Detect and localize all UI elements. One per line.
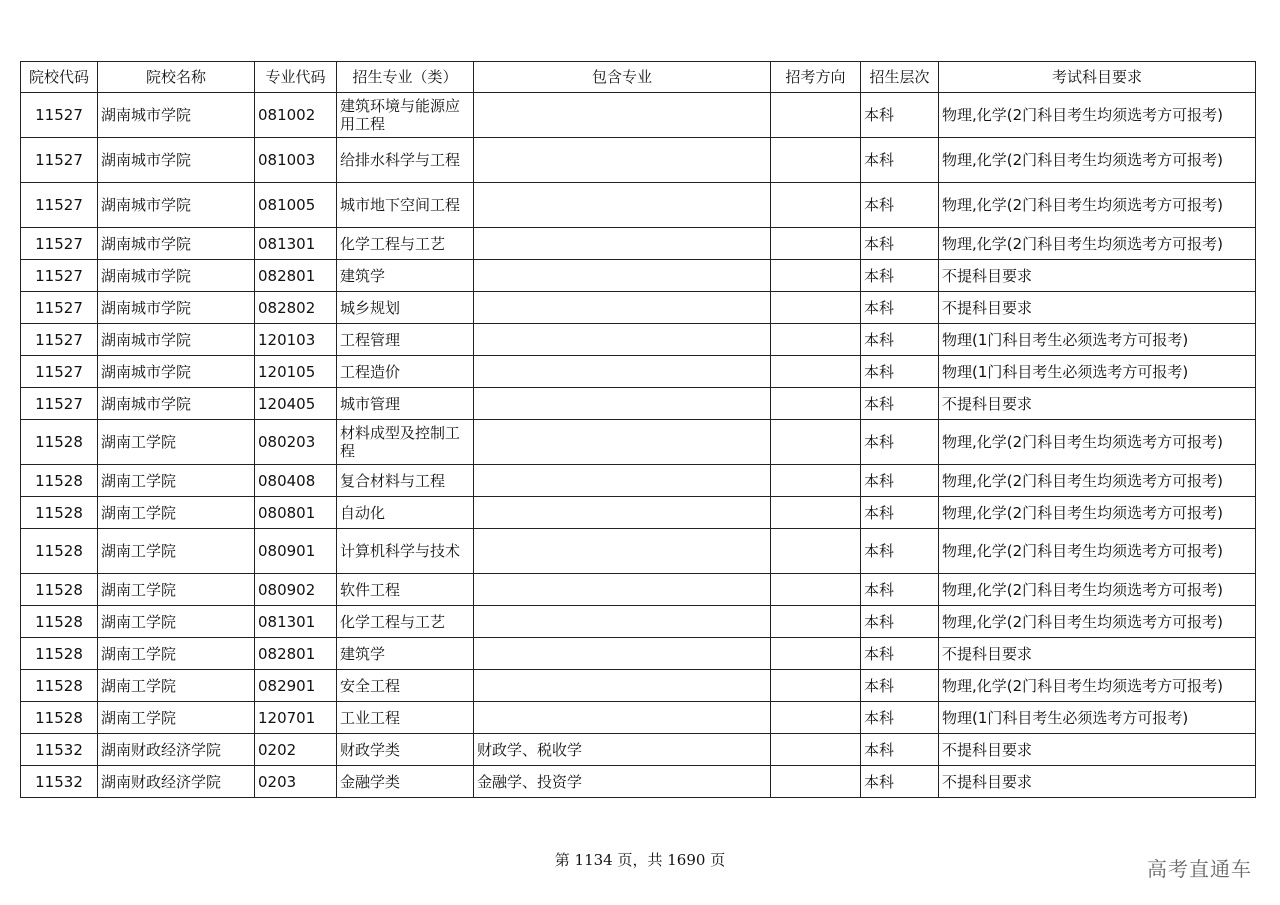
major-cell: 材料成型及控制工程 xyxy=(337,420,474,465)
major-cell: 化学工程与工艺 xyxy=(337,228,474,260)
school-code-cell: 11532 xyxy=(21,766,98,798)
level-cell: 本科 xyxy=(861,734,939,766)
level-cell: 本科 xyxy=(861,93,939,138)
school-name-cell: 湖南工学院 xyxy=(98,574,255,606)
direction-cell xyxy=(771,670,861,702)
table-row xyxy=(21,702,1256,734)
school-code-cell: 11532 xyxy=(21,734,98,766)
school-name-cell: 湖南城市学院 xyxy=(98,260,255,292)
major-cell: 建筑学 xyxy=(337,260,474,292)
included-majors-cell xyxy=(474,260,771,292)
school-name-cell: 湖南城市学院 xyxy=(98,183,255,228)
school-name-cell: 湖南工学院 xyxy=(98,529,255,574)
header-major: 招生专业（类） xyxy=(337,62,474,93)
level-cell: 本科 xyxy=(861,465,939,497)
subject-requirement-cell: 不提科目要求 xyxy=(939,734,1256,766)
school-name-cell: 湖南城市学院 xyxy=(98,292,255,324)
page-number: 第 1134 页，共 1690 页 xyxy=(554,851,726,869)
major-code-cell: 081301 xyxy=(255,228,337,260)
subject-requirement-cell: 物理,化学(2门科目考生均须选考方可报考) xyxy=(939,606,1256,638)
header-subject-requirement: 考试科目要求 xyxy=(939,62,1256,93)
level-cell: 本科 xyxy=(861,388,939,420)
direction-cell xyxy=(771,529,861,574)
school-code-cell: 11527 xyxy=(21,138,98,183)
major-cell: 城市管理 xyxy=(337,388,474,420)
table-row xyxy=(21,465,1256,497)
direction-cell xyxy=(771,734,861,766)
major-cell: 复合材料与工程 xyxy=(337,465,474,497)
included-majors-cell xyxy=(474,574,771,606)
school-code-cell: 11528 xyxy=(21,497,98,529)
direction-cell xyxy=(771,356,861,388)
school-name-cell: 湖南城市学院 xyxy=(98,388,255,420)
major-cell: 建筑学 xyxy=(337,638,474,670)
direction-cell xyxy=(771,93,861,138)
subject-requirement-cell: 物理(1门科目考生必须选考方可报考) xyxy=(939,356,1256,388)
major-cell: 建筑环境与能源应用工程 xyxy=(337,93,474,138)
direction-cell xyxy=(771,606,861,638)
subject-requirement-cell: 物理,化学(2门科目考生均须选考方可报考) xyxy=(939,93,1256,138)
school-name-cell: 湖南城市学院 xyxy=(98,93,255,138)
school-code-cell: 11527 xyxy=(21,183,98,228)
school-name-cell: 湖南工学院 xyxy=(98,606,255,638)
table-row xyxy=(21,670,1256,702)
subject-requirement-cell: 不提科目要求 xyxy=(939,388,1256,420)
subject-requirement-cell: 物理,化学(2门科目考生均须选考方可报考) xyxy=(939,670,1256,702)
major-cell: 城乡规划 xyxy=(337,292,474,324)
level-cell: 本科 xyxy=(861,228,939,260)
major-code-cell: 081002 xyxy=(255,93,337,138)
level-cell: 本科 xyxy=(861,420,939,465)
header-major-code: 专业代码 xyxy=(255,62,337,93)
included-majors-cell xyxy=(474,388,771,420)
major-code-cell: 120103 xyxy=(255,324,337,356)
major-code-cell: 120405 xyxy=(255,388,337,420)
school-code-cell: 11528 xyxy=(21,420,98,465)
table-row xyxy=(21,260,1256,292)
major-cell: 自动化 xyxy=(337,497,474,529)
subject-requirement-cell: 物理(1门科目考生必须选考方可报考) xyxy=(939,702,1256,734)
level-cell: 本科 xyxy=(861,497,939,529)
major-code-cell: 081005 xyxy=(255,183,337,228)
header-included-majors: 包含专业 xyxy=(474,62,771,93)
school-name-cell: 湖南财政经济学院 xyxy=(98,734,255,766)
major-code-cell: 0203 xyxy=(255,766,337,798)
subject-requirement-cell: 物理,化学(2门科目考生均须选考方可报考) xyxy=(939,574,1256,606)
table-row xyxy=(21,606,1256,638)
subject-requirement-cell: 不提科目要求 xyxy=(939,638,1256,670)
direction-cell xyxy=(771,766,861,798)
major-cell: 计算机科学与技术 xyxy=(337,529,474,574)
major-cell: 金融学类 xyxy=(337,766,474,798)
subject-requirement-cell: 物理(1门科目考生必须选考方可报考) xyxy=(939,324,1256,356)
included-majors-cell xyxy=(474,356,771,388)
direction-cell xyxy=(771,574,861,606)
major-code-cell: 120701 xyxy=(255,702,337,734)
subject-requirement-cell: 物理,化学(2门科目考生均须选考方可报考) xyxy=(939,138,1256,183)
direction-cell xyxy=(771,638,861,670)
included-majors-cell xyxy=(474,292,771,324)
subject-requirement-cell: 不提科目要求 xyxy=(939,292,1256,324)
direction-cell xyxy=(771,465,861,497)
table-row xyxy=(21,638,1256,670)
direction-cell xyxy=(771,420,861,465)
school-name-cell: 湖南城市学院 xyxy=(98,138,255,183)
direction-cell xyxy=(771,388,861,420)
school-code-cell: 11528 xyxy=(21,606,98,638)
school-code-cell: 11528 xyxy=(21,465,98,497)
school-code-cell: 11527 xyxy=(21,228,98,260)
table-row xyxy=(21,529,1256,574)
major-cell: 城市地下空间工程 xyxy=(337,183,474,228)
subject-requirement-cell: 不提科目要求 xyxy=(939,260,1256,292)
table-row xyxy=(21,292,1256,324)
level-cell: 本科 xyxy=(861,574,939,606)
major-cell: 工业工程 xyxy=(337,702,474,734)
subject-requirement-cell: 物理,化学(2门科目考生均须选考方可报考) xyxy=(939,497,1256,529)
included-majors-cell xyxy=(474,702,771,734)
included-majors-cell xyxy=(474,497,771,529)
included-majors-cell xyxy=(474,93,771,138)
school-code-cell: 11528 xyxy=(21,574,98,606)
included-majors-cell xyxy=(474,183,771,228)
school-name-cell: 湖南工学院 xyxy=(98,670,255,702)
school-code-cell: 11528 xyxy=(21,670,98,702)
school-code-cell: 11527 xyxy=(21,388,98,420)
table-row xyxy=(21,388,1256,420)
major-cell: 给排水科学与工程 xyxy=(337,138,474,183)
school-name-cell: 湖南工学院 xyxy=(98,638,255,670)
included-majors-cell xyxy=(474,638,771,670)
included-majors-cell xyxy=(474,670,771,702)
table-row xyxy=(21,93,1256,138)
direction-cell xyxy=(771,228,861,260)
direction-cell xyxy=(771,260,861,292)
school-code-cell: 11528 xyxy=(21,638,98,670)
table-row xyxy=(21,734,1256,766)
subject-requirement-cell: 物理,化学(2门科目考生均须选考方可报考) xyxy=(939,228,1256,260)
major-cell: 化学工程与工艺 xyxy=(337,606,474,638)
direction-cell xyxy=(771,324,861,356)
school-code-cell: 11527 xyxy=(21,324,98,356)
included-majors-cell xyxy=(474,324,771,356)
level-cell: 本科 xyxy=(861,638,939,670)
direction-cell xyxy=(771,702,861,734)
table-row xyxy=(21,356,1256,388)
header-direction: 招考方向 xyxy=(771,62,861,93)
school-code-cell: 11527 xyxy=(21,93,98,138)
table-row xyxy=(21,228,1256,260)
major-code-cell: 082802 xyxy=(255,292,337,324)
level-cell: 本科 xyxy=(861,529,939,574)
major-code-cell: 080901 xyxy=(255,529,337,574)
school-code-cell: 11527 xyxy=(21,292,98,324)
level-cell: 本科 xyxy=(861,292,939,324)
included-majors-cell xyxy=(474,228,771,260)
level-cell: 本科 xyxy=(861,138,939,183)
school-code-cell: 11527 xyxy=(21,260,98,292)
school-name-cell: 湖南工学院 xyxy=(98,420,255,465)
major-cell: 软件工程 xyxy=(337,574,474,606)
table-header-row xyxy=(21,62,1256,93)
table-row xyxy=(21,766,1256,798)
major-code-cell: 081003 xyxy=(255,138,337,183)
table-row xyxy=(21,420,1256,465)
school-name-cell: 湖南城市学院 xyxy=(98,356,255,388)
major-code-cell: 080801 xyxy=(255,497,337,529)
major-code-cell: 081301 xyxy=(255,606,337,638)
table-row xyxy=(21,324,1256,356)
school-code-cell: 11528 xyxy=(21,529,98,574)
major-cell: 工程管理 xyxy=(337,324,474,356)
level-cell: 本科 xyxy=(861,766,939,798)
header-school-name: 院校名称 xyxy=(98,62,255,93)
level-cell: 本科 xyxy=(861,324,939,356)
header-level: 招生层次 xyxy=(861,62,939,93)
included-majors-cell xyxy=(474,529,771,574)
school-name-cell: 湖南工学院 xyxy=(98,465,255,497)
major-code-cell: 080408 xyxy=(255,465,337,497)
table-row xyxy=(21,183,1256,228)
level-cell: 本科 xyxy=(861,606,939,638)
school-name-cell: 湖南城市学院 xyxy=(98,228,255,260)
major-code-cell: 120105 xyxy=(255,356,337,388)
school-name-cell: 湖南城市学院 xyxy=(98,324,255,356)
subject-requirement-cell: 物理,化学(2门科目考生均须选考方可报考) xyxy=(939,420,1256,465)
major-cell: 财政学类 xyxy=(337,734,474,766)
school-code-cell: 11527 xyxy=(21,356,98,388)
level-cell: 本科 xyxy=(861,702,939,734)
subject-requirement-cell: 物理,化学(2门科目考生均须选考方可报考) xyxy=(939,529,1256,574)
table-body xyxy=(21,93,1256,798)
school-name-cell: 湖南工学院 xyxy=(98,497,255,529)
table-row xyxy=(21,574,1256,606)
included-majors-cell xyxy=(474,465,771,497)
included-majors-cell xyxy=(474,138,771,183)
major-code-cell: 082801 xyxy=(255,260,337,292)
admission-table xyxy=(20,61,1256,798)
included-majors-cell xyxy=(474,606,771,638)
level-cell: 本科 xyxy=(861,670,939,702)
school-name-cell: 湖南工学院 xyxy=(98,702,255,734)
watermark-logo: 高考直通车 xyxy=(1147,857,1252,881)
direction-cell xyxy=(771,292,861,324)
subject-requirement-cell: 不提科目要求 xyxy=(939,766,1256,798)
major-code-cell: 082801 xyxy=(255,638,337,670)
included-majors-cell: 金融学、投资学 xyxy=(474,766,771,798)
included-majors-cell xyxy=(474,420,771,465)
direction-cell xyxy=(771,183,861,228)
school-code-cell: 11528 xyxy=(21,702,98,734)
level-cell: 本科 xyxy=(861,183,939,228)
table-row xyxy=(21,138,1256,183)
table-row xyxy=(21,497,1256,529)
level-cell: 本科 xyxy=(861,260,939,292)
direction-cell xyxy=(771,138,861,183)
major-code-cell: 0202 xyxy=(255,734,337,766)
subject-requirement-cell: 物理,化学(2门科目考生均须选考方可报考) xyxy=(939,465,1256,497)
subject-requirement-cell: 物理,化学(2门科目考生均须选考方可报考) xyxy=(939,183,1256,228)
major-code-cell: 080203 xyxy=(255,420,337,465)
major-cell: 安全工程 xyxy=(337,670,474,702)
included-majors-cell: 财政学、税收学 xyxy=(474,734,771,766)
major-code-cell: 082901 xyxy=(255,670,337,702)
major-code-cell: 080902 xyxy=(255,574,337,606)
school-name-cell: 湖南财政经济学院 xyxy=(98,766,255,798)
direction-cell xyxy=(771,497,861,529)
major-cell: 工程造价 xyxy=(337,356,474,388)
level-cell: 本科 xyxy=(861,356,939,388)
header-school-code: 院校代码 xyxy=(21,62,98,93)
